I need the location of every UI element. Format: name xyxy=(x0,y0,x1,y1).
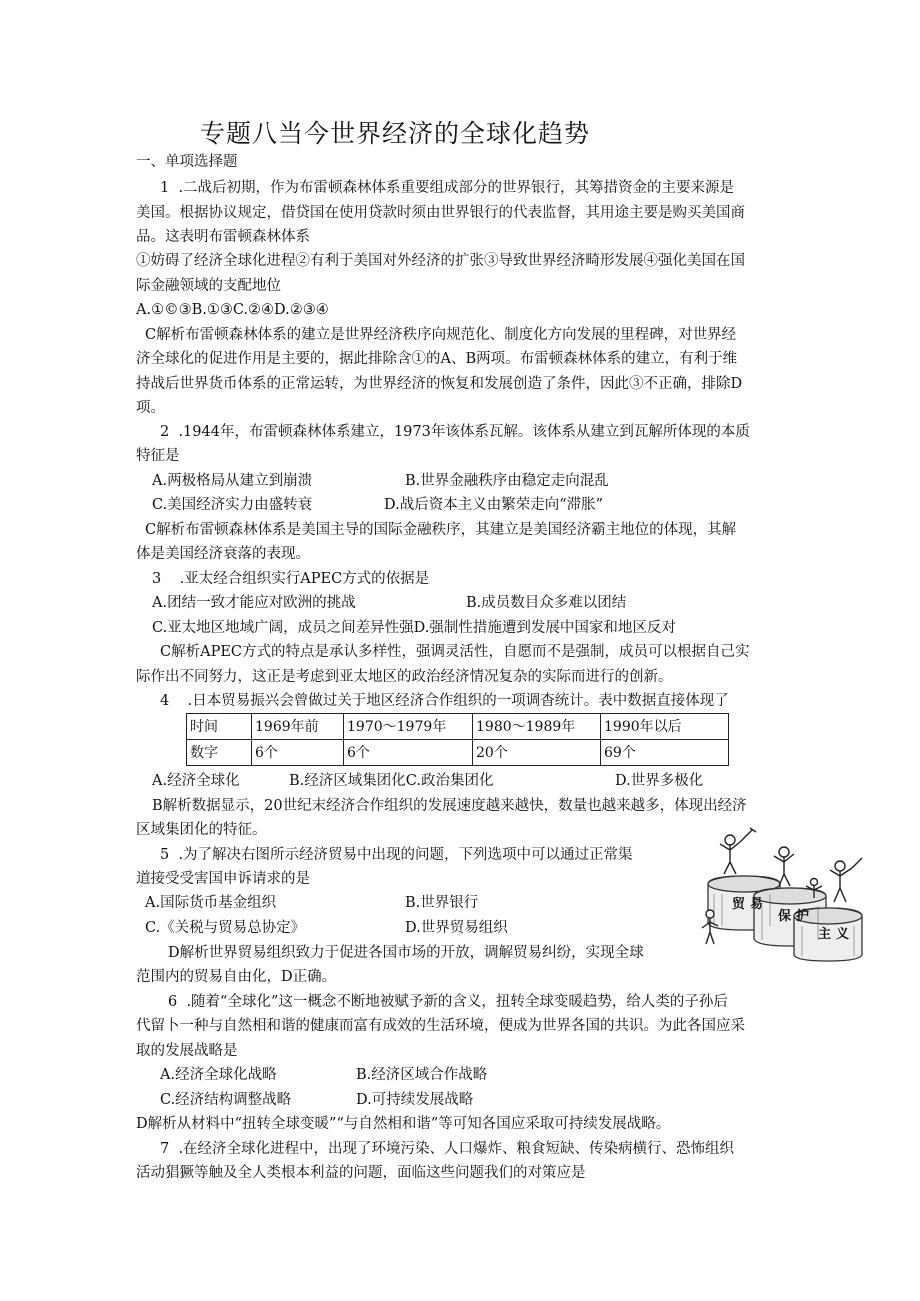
q5-option-b: B.世界银行 xyxy=(405,895,479,911)
table-cell: 69个 xyxy=(601,740,729,766)
q2-option-a: A.两极格局从建立到崩溃 xyxy=(152,473,313,489)
q1-items-line: 际金融领域的支配地位 xyxy=(136,278,281,294)
q5-answer-line: 范围内的贸易自由化，D正确。 xyxy=(136,969,337,985)
q3-stem: 3 .亚太经合组织实行APEC方式的依据是 xyxy=(152,571,430,587)
q4-option-d: D.世界多极化 xyxy=(615,773,704,789)
q1-answer-line: 持战后世界货币体系的正常运转，为世界经济的恢复和发展创造了条件，因此③不正确，排除D xyxy=(136,376,743,392)
cartoon-label: 易 xyxy=(750,897,764,912)
statistics-table xyxy=(186,713,729,766)
q2-stem-line: 2 .1944年，布雷顿森林体系建立，1973年该体系瓦解。该体系从建立到瓦解所体现的本质 xyxy=(160,424,750,440)
q1-items-line: ①妨碍了经济全球化进程②有利于美国对外经济的扩张③导致世界经济畸形发展④强化美国在国 xyxy=(136,253,745,269)
table-cell: 6个 xyxy=(344,740,473,766)
cartoon-label: 贸 xyxy=(732,897,746,912)
q2-option-b: B.世界金融秩序由稳定走向混乱 xyxy=(405,473,609,489)
table-cell: 1969年前 xyxy=(252,714,344,740)
q7-stem-line: 活动猖獗等触及全人类根本利益的问题，面临这些问题我们的对策应是 xyxy=(136,1165,586,1181)
q4-option-a: A.经济全球化 xyxy=(152,773,240,789)
q3-option-b: B.成员数目众多难以团结 xyxy=(466,595,627,611)
table-cell: 1990年以后 xyxy=(601,714,729,740)
trade-protectionism-cartoon xyxy=(694,822,870,962)
cartoon-label: 护 xyxy=(796,909,810,924)
table-cell: 1980～1989年 xyxy=(473,714,601,740)
q4-option-bc: B.经济区域集团化C.政治集团化 xyxy=(289,773,494,789)
table-cell: 1970～1979年 xyxy=(344,714,473,740)
q6-stem-line: 取的发展战略是 xyxy=(136,1043,238,1059)
q1-answer-line: 济全球化的促进作用是主要的，据此排除含①的A、B两项。布雷顿森林体系的建立，有利于维 xyxy=(136,351,738,367)
table-row xyxy=(187,740,729,766)
q2-option-d: D.战后资本主义由繁荣走向“滞胀” xyxy=(384,497,604,513)
q7-stem-line: 7 .在经济全球化进程中，出现了环境污染、人口爆炸、粮食短缺、传染病横行、恐怖组织 xyxy=(160,1141,735,1157)
q4-stem: 4 .日本贸易振兴会曾做过关于地区经济合作组织的一项调杳统计。表中数据直接体现了 xyxy=(160,693,729,709)
q2-answer-line: C解析布雷顿森林体系是美国主导的国际金融秩序，其建立是美国经济霸主地位的体现，其解 xyxy=(145,522,737,538)
q5-option-d: D.世界贸易组织 xyxy=(405,920,508,936)
q6-option-b: B.经济区域合作战略 xyxy=(356,1067,488,1083)
q3-answer-line: 际作出不同努力，这正是考虑到亚太地区的政治经济情况复杂的实际而进行的创新。 xyxy=(136,669,673,685)
q6-answer-line: D解析从材料中“扭转全球变暖”“与自然相和谐”等可知各国应采取可持续发展战略。 xyxy=(136,1116,671,1132)
q5-option-a: A.国际货币基金组织 xyxy=(145,895,277,911)
q1-options: A.①©③B.①③C.②④D.②③④ xyxy=(136,302,329,318)
q4-answer-line: B解析数据显示，20世纪末经济合作组织的发展速度越来越快，数量也越来越多，体现出经济 xyxy=(152,798,747,814)
q5-option-c: C.《关税与贸易总协定》 xyxy=(145,920,306,936)
q1-stem-line: 1 .二战后初期，作为布雷顿森林体系重要组成部分的世界银行，其筹措资金的主要来源是 xyxy=(160,180,735,196)
q1-stem-line: 美国。根据协议规定，借贷国在使用贷款时须由世界银行的代表监督，其用途主要是购买美国商 xyxy=(136,205,745,221)
q3-option-a: A.团结一致才能应对欧洲的挑战 xyxy=(152,595,356,611)
q5-stem-line: 道接受受害国申诉请求的是 xyxy=(136,871,310,887)
q6-option-a: A.经济全球化战略 xyxy=(160,1067,277,1083)
page-title: 专题八当今世界经济的全球化趋势 xyxy=(200,119,591,148)
q2-answer-line: 体是美国经济衰落的表现。 xyxy=(136,546,310,562)
q3-answer-line: C解析APEC方式的特点是承认多样性，强调灵活性，自愿而不是强制，成员可以根据自己实 xyxy=(160,644,750,660)
q6-stem-line: 6 .随着“全球化”这一概念不断地被赋予新的含义，扭转全球变暖趋势，给人类的子孙后 xyxy=(168,994,728,1010)
q1-answer-line: C解析布雷顿森林体系的建立是世界经济秩序向规范化、制度化方向发展的里程碑，对世界经 xyxy=(145,327,737,343)
q4-answer-line: 区域集团化的特征。 xyxy=(136,822,267,838)
q3-option-cd: C.亚太地区地域广阔，成员之间差异性强D.强制性措施遭到发展中国家和地区反对 xyxy=(152,620,676,636)
cartoon-label: 义 xyxy=(836,927,850,942)
table-cell: 20个 xyxy=(473,740,601,766)
table-cell: 6个 xyxy=(252,740,344,766)
table-cell: 时间 xyxy=(187,714,252,740)
table-cell: 数字 xyxy=(187,740,252,766)
q2-option-c: C.美国经济实力由盛转衰 xyxy=(152,497,313,513)
table-row xyxy=(187,714,729,740)
section-heading: 一、单项选择题 xyxy=(136,154,238,170)
q1-stem-line: 品。这表明布雷顿森林体系 xyxy=(136,229,310,245)
q1-answer-line: 项。 xyxy=(136,400,165,416)
cartoon-label: 保 xyxy=(778,909,792,924)
cartoon-label: 主 xyxy=(818,927,832,942)
q6-stem-line: 代留卜一种与自然相和谐的健康而富有成效的生活环境，便成为世界各国的共识。为此各国应采 xyxy=(136,1018,745,1034)
q2-stem-line: 特征是 xyxy=(136,448,180,464)
q5-stem-line: 5 .为了解决右图所示经济贸易中出现的问题，下列选项中可以通过正常渠 xyxy=(160,847,633,863)
q6-option-d: D.可持续发展战略 xyxy=(356,1092,474,1108)
q5-answer-line: D解析世界贸易组织致力于促进各国市场的开放，调解贸易纠纷，实现全球 xyxy=(168,945,644,961)
q6-option-c: C.经济结构调整战略 xyxy=(160,1092,292,1108)
